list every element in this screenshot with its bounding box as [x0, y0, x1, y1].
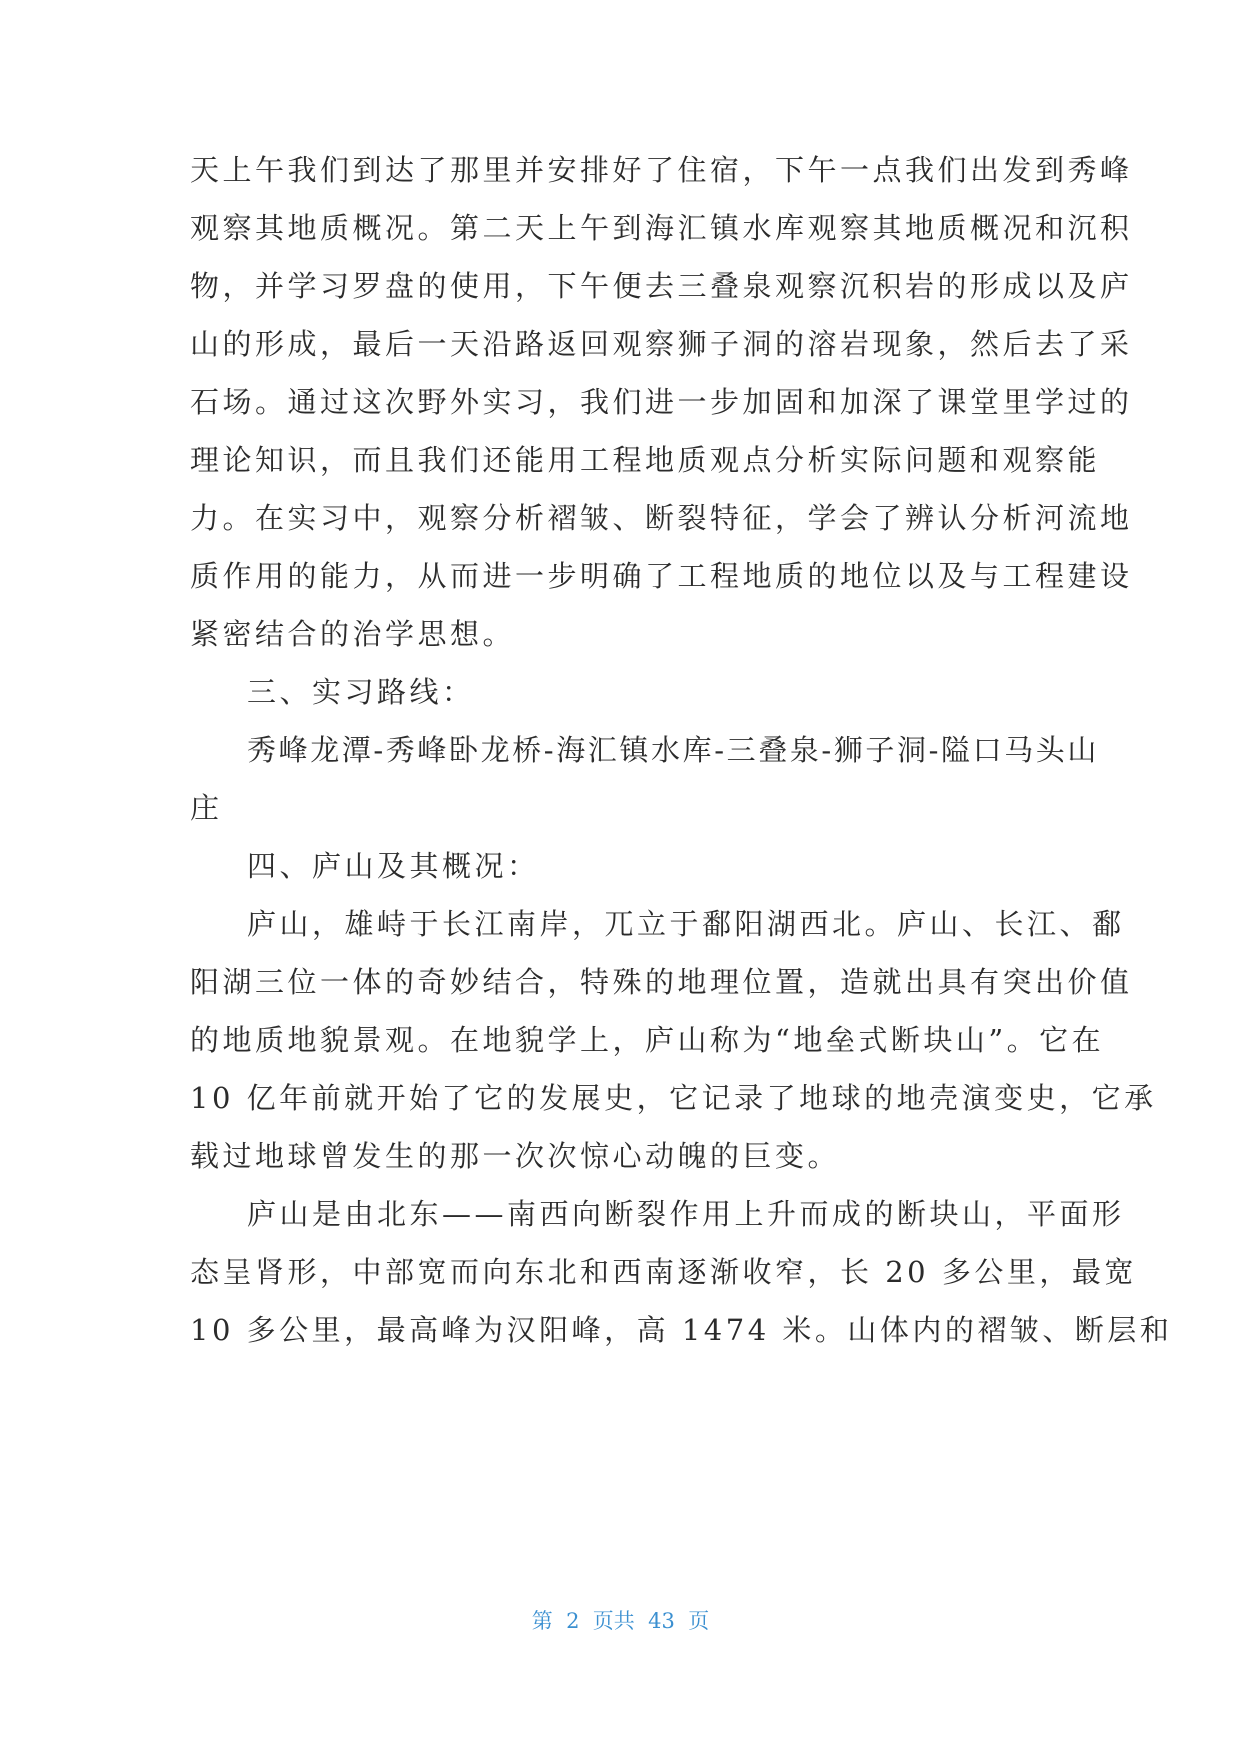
text-line: 力。在实习中，观察分析褶皱、断裂特征，学会了辨认分析河流地 — [190, 501, 1133, 535]
section-heading: 四、庐山及其概况： — [247, 849, 540, 883]
text-line: 天上午我们到达了那里并安排好了住宿，下午一点我们出发到秀峰 — [190, 153, 1133, 187]
text-line: 质作用的能力，从而进一步明确了工程地质的地位以及与工程建设 — [190, 559, 1133, 593]
text-line: 阳湖三位一体的奇妙结合，特殊的地理位置，造就出具有突出价值 — [190, 965, 1133, 999]
text-line: 载过地球曾发生的那一次次惊心动魄的巨变。 — [190, 1139, 841, 1173]
text-line: 10 多公里，最高峰为汉阳峰，高 1474 米。山体内的褶皱、断层和 — [190, 1313, 1173, 1347]
text-line: 庄 — [190, 791, 223, 825]
text-line: 紧密结合的治学思想。 — [190, 617, 516, 651]
text-line: 10 亿年前就开始了它的发展史，它记录了地球的地壳演变史，它承 — [190, 1081, 1157, 1115]
text-line: 物，并学习罗盘的使用，下午便去三叠泉观察沉积岩的形成以及庐 — [190, 269, 1133, 303]
text-line: 秀峰龙潭-秀峰卧龙桥-海汇镇水库-三叠泉-狮子洞-隘口马头山 — [247, 733, 1099, 767]
text-line: 态呈肾形，中部宽而向东北和西南逐渐收窄，长 20 多公里，最宽 — [190, 1255, 1137, 1289]
text-line: 山的形成，最后一天沿路返回观察狮子洞的溶岩现象，然后去了采 — [190, 327, 1133, 361]
section-heading: 三、实习路线： — [247, 675, 475, 709]
text-line: 的地质地貌景观。在地貌学上，庐山称为“地垒式断块山”。它在 — [190, 1023, 1105, 1057]
text-line: 观察其地质概况。第二天上午到海汇镇水库观察其地质概况和沉积 — [190, 211, 1133, 245]
text-line: 理论知识，而且我们还能用工程地质观点分析实际问题和观察能 — [190, 443, 1101, 477]
text-line: 庐山，雄峙于长江南岸，兀立于鄱阳湖西北。庐山、长江、鄱 — [247, 907, 1125, 941]
text-line: 庐山是由北东——南西向断裂作用上升而成的断块山，平面形 — [247, 1197, 1125, 1231]
page-number-footer: 第 2 页共 43 页 — [531, 1609, 710, 1633]
text-line: 石场。通过这次野外实习，我们进一步加固和加深了课堂里学过的 — [190, 385, 1133, 419]
